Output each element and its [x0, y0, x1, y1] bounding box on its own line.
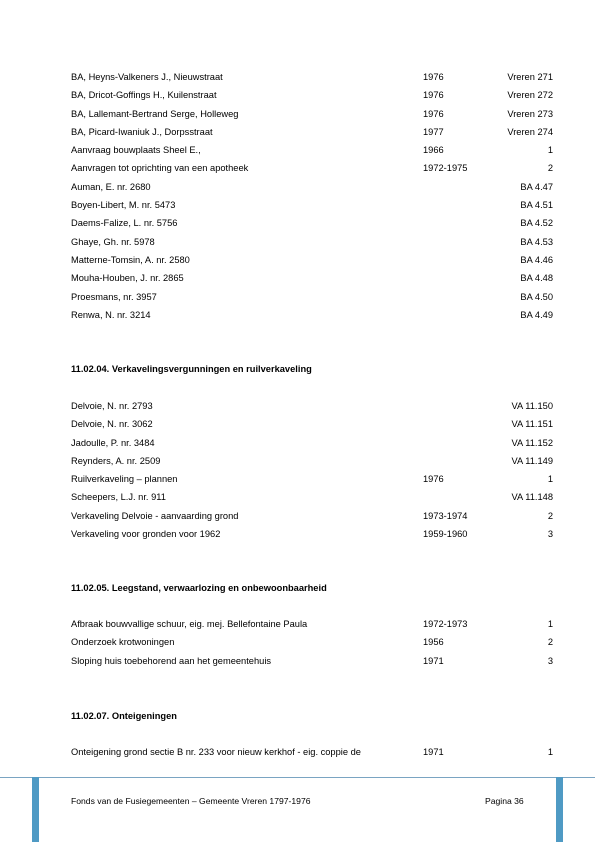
item-year: 1976	[423, 90, 444, 101]
list-item	[71, 123, 553, 141]
item-reference: 1	[547, 474, 553, 485]
item-description: Afbraak bouwvallige schuur, eig. mej. Bellefontaine Paula	[71, 619, 308, 629]
item-year: 1971	[423, 747, 444, 757]
item-year: 1971	[423, 655, 444, 666]
item-year: 1976	[423, 474, 444, 485]
item-year: 1972-1975	[423, 163, 468, 174]
item-description: BA, Dricot-Goffings H., Kuilenstraat	[71, 90, 217, 101]
list-item	[71, 488, 553, 506]
item-description: Boyen-Libert, M. nr. 5473	[71, 200, 176, 211]
list-item	[71, 86, 553, 104]
list-item	[71, 615, 553, 633]
footer-accent-left	[32, 777, 39, 842]
item-reference: 1	[547, 619, 553, 629]
item-reference: Vreren 274	[507, 126, 553, 137]
item-reference: VA 11.149	[511, 455, 553, 466]
item-description: Delvoie, N. nr. 3062	[71, 419, 153, 430]
footer-title: Fonds van de Fusiegemeenten – Gemeente Vreren 1797-1976	[71, 796, 311, 806]
list-item	[71, 196, 553, 214]
section-heading-leegstand: 11.02.05. Leegstand, verwaarlozing en onbewoonbaarheid	[71, 583, 327, 593]
item-reference: Vreren 271	[507, 72, 553, 82]
list-item	[71, 288, 553, 306]
list-item	[71, 633, 553, 651]
list-item	[71, 214, 553, 232]
item-reference: Vreren 272	[507, 90, 553, 101]
item-year: 1966	[423, 145, 444, 156]
item-reference: BA 4.52	[520, 218, 553, 229]
item-reference: 3	[547, 529, 553, 540]
list-item	[71, 525, 553, 543]
item-description: BA, Lallemant-Bertrand Serge, Holleweg	[71, 108, 239, 119]
item-description: BA, Heyns-Valkeners J., Nieuwstraat	[71, 72, 223, 82]
item-reference: 2	[547, 510, 553, 521]
item-year: 1972-1973	[423, 619, 468, 629]
item-reference: 3	[547, 655, 553, 666]
item-description: Onteigening grond sectie B nr. 233 voor nieuw kerkhof - eig. coppie de	[71, 747, 361, 757]
item-reference: 1	[547, 747, 553, 757]
item-description: Aanvraag bouwplaats Sheel E.,	[71, 145, 201, 156]
item-reference: BA 4.47	[520, 181, 553, 192]
item-reference: BA 4.50	[520, 291, 553, 302]
item-description: Aanvragen tot oprichting van een apotheek	[71, 163, 249, 174]
list-block-onteigeningen	[71, 743, 553, 761]
list-block-verkaveling	[71, 397, 553, 543]
item-description: Verkaveling voor gronden voor 1962	[71, 529, 221, 540]
item-description: Delvoie, N. nr. 2793	[71, 401, 153, 411]
item-reference: 2	[547, 163, 553, 174]
item-reference: BA 4.53	[520, 236, 553, 247]
item-year: 1973-1974	[423, 510, 468, 521]
list-block-top	[71, 68, 553, 324]
item-reference: 1	[547, 145, 553, 156]
item-reference: 2	[547, 637, 553, 648]
item-description: Proesmans, nr. 3957	[71, 291, 157, 302]
page-number: Pagina 36	[485, 796, 524, 806]
item-description: Renwa, N. nr. 3214	[71, 309, 151, 320]
item-description: Onderzoek krotwoningen	[71, 637, 175, 648]
list-item	[71, 68, 553, 86]
item-description: Daems-Falize, L. nr. 5756	[71, 218, 178, 229]
item-reference: BA 4.51	[520, 200, 553, 211]
item-description: Mouha-Houben, J. nr. 2865	[71, 273, 184, 284]
item-reference: BA 4.48	[520, 273, 553, 284]
item-reference: VA 11.151	[511, 419, 553, 430]
item-description: Matterne-Tomsin, A. nr. 2580	[71, 254, 190, 265]
list-item	[71, 178, 553, 196]
item-year: 1976	[423, 108, 444, 119]
list-item	[71, 306, 553, 324]
item-description: Reynders, A. nr. 2509	[71, 455, 161, 466]
item-year: 1977	[423, 126, 444, 137]
list-item	[71, 470, 553, 488]
item-reference: Vreren 273	[507, 108, 553, 119]
list-item	[71, 652, 553, 670]
section-heading-verkaveling: 11.02.04. Verkavelingsvergunningen en ruilverkaveling	[71, 364, 312, 374]
item-description: Sloping huis toebehorend aan het gemeentehuis	[71, 655, 272, 666]
list-item	[71, 251, 553, 269]
item-description: BA, Picard-Iwaniuk J., Dorpsstraat	[71, 126, 213, 137]
item-year: 1976	[423, 72, 444, 82]
list-item	[71, 233, 553, 251]
footer-accent-right	[556, 777, 563, 842]
list-item	[71, 507, 553, 525]
item-description: Verkaveling Delvoie - aanvaarding grond	[71, 510, 239, 521]
item-description: Auman, E. nr. 2680	[71, 181, 151, 192]
list-item	[71, 415, 553, 433]
item-year: 1956	[423, 637, 444, 648]
list-item	[71, 743, 553, 761]
item-description: Ruilverkaveling – plannen	[71, 474, 178, 485]
list-item	[71, 397, 553, 415]
list-item	[71, 141, 553, 159]
item-description: Jadoulle, P. nr. 3484	[71, 437, 155, 448]
section-heading-onteigeningen: 11.02.07. Onteigeningen	[71, 711, 177, 721]
list-item	[71, 269, 553, 287]
list-item	[71, 434, 553, 452]
item-reference: BA 4.46	[520, 254, 553, 265]
list-block-leegstand	[71, 615, 553, 670]
item-reference: BA 4.49	[520, 309, 553, 320]
item-description: Ghaye, Gh. nr. 5978	[71, 236, 155, 247]
item-year: 1959-1960	[423, 529, 468, 540]
list-item	[71, 452, 553, 470]
item-reference: VA 11.152	[511, 437, 553, 448]
list-item	[71, 159, 553, 177]
item-reference: VA 11.150	[511, 401, 553, 411]
item-description: Scheepers, L.J. nr. 911	[71, 492, 166, 503]
footer-divider	[0, 777, 595, 778]
list-item	[71, 105, 553, 123]
item-reference: VA 11.148	[511, 492, 553, 503]
